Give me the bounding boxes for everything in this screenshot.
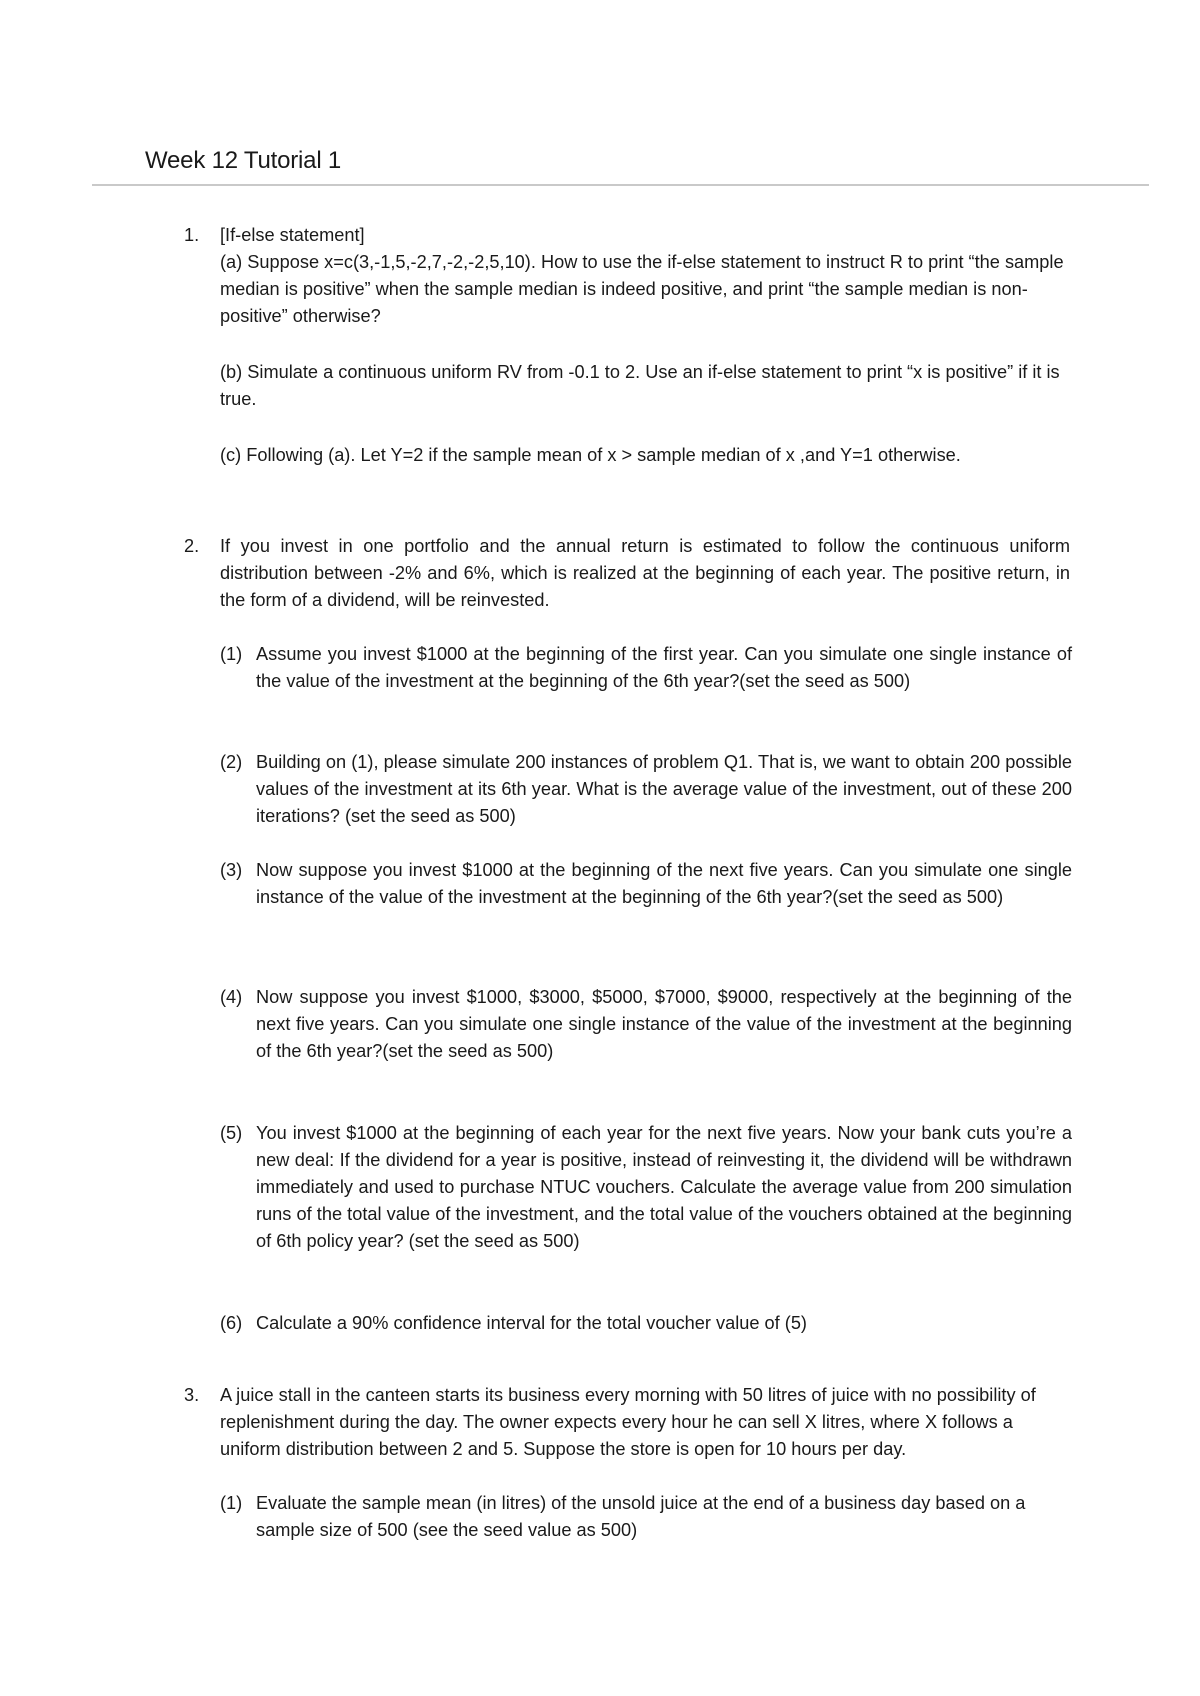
question-1-number: 1. (184, 225, 200, 245)
question-1-part-c: (c) Following (a). Let Y=2 if the sample mean of x > sample median of x ,and Y=1 otherwise. (220, 445, 961, 465)
subpart-label: (1) (220, 644, 243, 664)
title-divider (92, 184, 1149, 186)
question-1 (220, 222, 1080, 469)
subpart-label: (5) (220, 1123, 243, 1143)
question-3-number: 3. (184, 1385, 200, 1405)
subpart-text: Calculate a 90% confidence interval for the total voucher value of (5) (256, 1313, 807, 1333)
subpart-text: You invest $1000 at the beginning of each year for the next five years. Now your bank cuts you’re a new deal: If the dividend for a year is positive, instead of reinvesting it, the dividend will be withdrawn immediately and used to purchase NTUC vouchers. Calculate the average value from 200 simulation runs of the total value of the investment, and the total value of the vouchers obtained at the beginning of 6th policy year? (set the seed as 500) (256, 1123, 1072, 1251)
subpart-text: Assume you invest $1000 at the beginning of the first year. Can you simulate one single instance of the value of the investment at the beginning of the 6th year?(set the seed as 500) (256, 644, 1072, 691)
subpart-label: (1) (220, 1493, 243, 1513)
question-1-heading: [If-else statement] (220, 225, 365, 245)
question-1-part-b: (b) Simulate a continuous uniform RV from -0.1 to 2. Use an if-else statement to print “x is positive” if it is true. (220, 362, 1060, 409)
subpart-text: Now suppose you invest $1000, $3000, $5000, $7000, $9000, respectively at the beginning of the next five years. Can you simulate one single instance of the value of the investment at the beginning of the 6th year?(set the seed as 500) (256, 987, 1072, 1061)
question-3-intro: A juice stall in the canteen starts its business every morning with 50 litres of juice with no possibility of replenishment during the day. The owner expects every hour he can sell X litres, where X follows a uniform distribution between 2 and 5. Suppose the store is open for 10 hours per day. (220, 1385, 1036, 1459)
subpart-label: (3) (220, 860, 243, 880)
subpart-text: Building on (1), please simulate 200 instances of problem Q1. That is, we want to obtain 200 possible values of the investment at its 6th year. What is the average value of the investment, out of these 200 iterations? (set the seed as 500) (256, 752, 1072, 826)
subpart-text: Now suppose you invest $1000 at the beginning of the next five years. Can you simulate one single instance of the value of the investment at the beginning of the 6th year?(set the seed as 500) (256, 860, 1072, 907)
subpart-label: (6) (220, 1313, 243, 1333)
subpart-label: (4) (220, 987, 243, 1007)
subpart-text: Evaluate the sample mean (in litres) of the unsold juice at the end of a business day based on a sample size of 500 (see the seed value as 500) (256, 1493, 1026, 1540)
question-1-part-a: (a) Suppose x=c(3,-1,5,-2,7,-2,-2,5,10). How to use the if-else statement to instruct R to print “the sample median is positive” when the sample median is indeed positive, and print “the sample median is non-positive” otherwise? (220, 252, 1064, 326)
page-title: Week 12 Tutorial 1 (145, 147, 342, 174)
subpart-label: (2) (220, 752, 243, 772)
question-2-intro: If you invest in one portfolio and the annual return is estimated to follow the continuous uniform distribution between -2% and 6%, which is realized at the beginning of each year. The positive return, in the form of a dividend, will be reinvested. (220, 536, 1070, 610)
question-2-number: 2. (184, 536, 200, 556)
